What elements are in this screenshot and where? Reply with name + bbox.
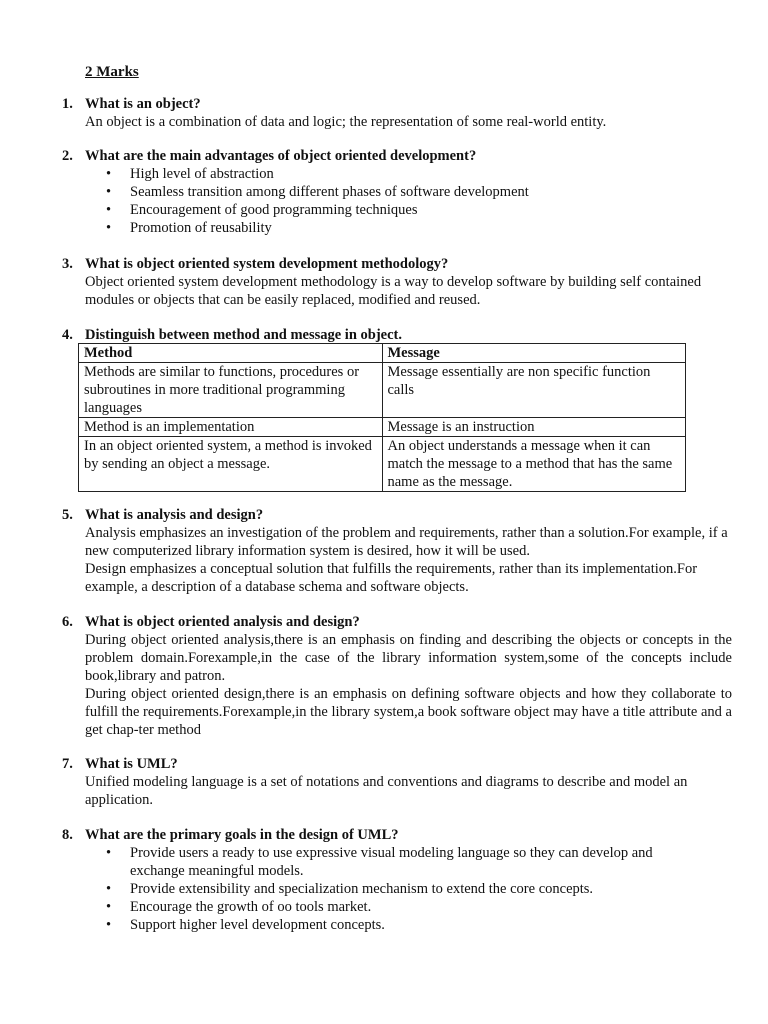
table-cell: Methods are similar to functions, procedures or subroutines in more traditional programming languages [79, 363, 383, 418]
question-title: What is an object? [85, 96, 201, 112]
question-title: Distinguish between method and message in object. [85, 327, 402, 343]
method-message-table [78, 343, 686, 492]
question-title: What is UML? [85, 756, 178, 772]
table-cell: Message is an instruction [382, 418, 686, 437]
question-2 [62, 147, 732, 237]
question-number: 7. [62, 756, 73, 772]
table-row [79, 418, 686, 437]
question-3 [62, 255, 732, 309]
table-cell: Message essentially are non specific function calls [382, 363, 686, 418]
question-number: 2. [62, 148, 73, 164]
section-heading: 2 Marks [85, 64, 139, 80]
question-title: What are the primary goals in the design of UML? [85, 827, 399, 843]
list-item: • Encourage the growth of oo tools market. [106, 899, 372, 915]
list-item: • Promotion of reusability [106, 220, 272, 236]
question-6 [62, 613, 732, 739]
question-title: What are the main advantages of object oriented development? [85, 148, 477, 164]
list-item: • Provide extensibility and specialization mechanism to extend the core concepts. [106, 881, 594, 897]
answer-text: Object oriented system development methodology is a way to develop software by building self contained modules or objects that can be easily replaced, modified and reused. [85, 274, 702, 308]
question-8 [62, 826, 732, 934]
question-number: 6. [62, 614, 73, 630]
list-item: • Seamless transition among different phases of software development [106, 184, 529, 200]
question-1 [62, 95, 732, 131]
question-number: 5. [62, 507, 73, 523]
question-title: What is analysis and design? [85, 507, 264, 523]
bullet-list [62, 165, 732, 237]
question-4 [62, 326, 732, 344]
list-item: • Encouragement of good programming techniques [106, 202, 418, 218]
list-item: • High level of abstraction [106, 166, 274, 182]
table-header: Method [79, 344, 383, 363]
list-item: • Support higher level development concepts. [106, 917, 385, 933]
question-number: 8. [62, 827, 73, 843]
answer-text: Unified modeling language is a set of notations and conventions and diagrams to describe and model an application. [85, 774, 688, 808]
answer-paragraph: Design emphasizes a conceptual solution that fulfills the requirements, rather than its implementation.For example, a description of a database schema and software objects. [85, 561, 698, 595]
question-5 [62, 506, 732, 596]
answer-paragraph: Analysis emphasizes an investigation of the problem and requirements, rather than a solution.For example, if a new computerized library information system is desired, how it will be used. [85, 525, 728, 559]
table-header: Message [382, 344, 686, 363]
table-row [79, 363, 686, 418]
question-number: 4. [62, 327, 73, 343]
table-cell: In an object oriented system, a method is invoked by sending an object a message. [79, 437, 383, 492]
answer-text: An object is a combination of data and logic; the representation of some real-world entity. [85, 114, 607, 130]
table-cell: An object understands a message when it can match the message to a method that has the same name as the message. [382, 437, 686, 492]
bullet-list [62, 844, 732, 934]
answer-paragraph: During object oriented analysis,there is an emphasis on finding and describing the objects or concepts in the problem domain.Forexample,in the case of the library information system,some of the concepts include book,library and patron. [85, 632, 732, 684]
list-item: • Provide users a ready to use expressive visual modeling language so they can develop and exchange meaningful models. [106, 845, 653, 879]
question-number: 3. [62, 256, 73, 272]
answer-paragraph: During object oriented design,there is an emphasis on defining software objects and how they collaborate to fulfill the requirements.Forexample,in the library system,a book software object may have a title attribute and a get chap-ter method [85, 686, 732, 738]
question-number: 1. [62, 96, 73, 112]
table-header-row [79, 344, 686, 363]
table-row [79, 437, 686, 492]
question-7 [62, 755, 732, 809]
table-cell: Method is an implementation [79, 418, 383, 437]
question-title: What is object oriented system development methodology? [85, 256, 449, 272]
question-title: What is object oriented analysis and design? [85, 614, 360, 630]
